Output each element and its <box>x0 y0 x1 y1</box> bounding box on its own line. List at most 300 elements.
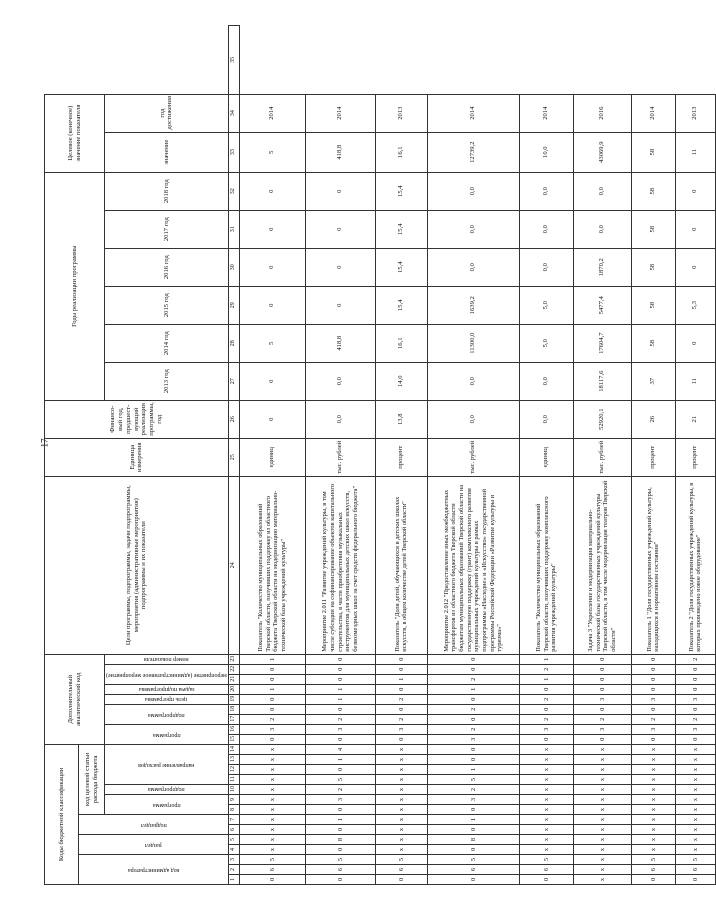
code-cell: x <box>239 815 305 825</box>
column-number: 9 <box>228 795 239 805</box>
column-number: 31 <box>228 210 239 248</box>
column-number: 12 <box>228 765 239 775</box>
code-cell: x <box>239 775 305 785</box>
code-cell: 1 <box>305 815 375 825</box>
year-value: 0 <box>239 172 305 210</box>
code-cell: x <box>375 775 427 785</box>
year-2017-header: 2017 год <box>105 210 229 248</box>
code-cell: x <box>519 825 573 835</box>
year-value: 0,0 <box>519 248 573 286</box>
code-cell: x <box>675 795 715 805</box>
table-row <box>305 26 375 885</box>
code-cell: x <box>573 845 631 855</box>
year-value: 58 <box>631 286 675 324</box>
row-base-value: 52920,1 <box>573 400 631 438</box>
code-cell: 1 <box>519 674 573 684</box>
code-cell: 2 <box>631 714 675 724</box>
year-value: 5,0 <box>519 286 573 324</box>
years-group-header: Годы реализации программы <box>45 172 105 400</box>
row-name: Показатель 1 "Доля государственных учреждений культуры, находящихся в нормативном состоянии" <box>631 476 675 654</box>
column-number: 2 <box>228 865 239 875</box>
code-cell: 0 <box>573 684 631 694</box>
year-value: 0,0 <box>305 362 375 400</box>
code-cell: x <box>675 835 715 845</box>
code-cell: x <box>239 835 305 845</box>
budget-codes-header: Коды бюджетной классификации <box>45 744 79 884</box>
code-cell: x <box>375 744 427 754</box>
code-cell: 6 <box>519 865 573 875</box>
column-number: 32 <box>228 172 239 210</box>
event-num-header: номер показателя <box>144 655 189 662</box>
code-cell: 2 <box>427 674 519 684</box>
code-cell: 6 <box>675 865 715 875</box>
code-cell: 0 <box>375 684 427 694</box>
row-unit: единиц <box>239 438 305 476</box>
code-cell: x <box>631 785 675 795</box>
code-cell: x <box>375 845 427 855</box>
year-value: 0 <box>675 172 715 210</box>
code-cell: x <box>675 755 715 765</box>
year-value: 0 <box>305 172 375 210</box>
column-number: 30 <box>228 248 239 286</box>
year-value: 0,0 <box>519 362 573 400</box>
code-cell: 3 <box>239 724 305 734</box>
row-name: Мероприятие 2.012 "Предоставление иных межбюджетных трансфертов из областного бюджета Тверской области бюджетам муниципальных образований Тверской области на государственную поддержку (грант) комплексного развития муниципальных учреждений культуры в рамках подпрограммы «Наследие» и «Искусство» государственной программы Российской Федерации «Развитие культуры и туризма»" <box>427 476 519 654</box>
target-value: 5 <box>239 132 305 172</box>
code-cell: 0 <box>675 875 715 885</box>
code-cell: x <box>573 815 631 825</box>
code-cell: x <box>675 815 715 825</box>
code-cell: x <box>573 765 631 775</box>
year-value: 0 <box>239 286 305 324</box>
code-cell: 0 <box>239 674 305 684</box>
code-cell: x <box>573 785 631 795</box>
code-cell: 0 <box>239 704 305 714</box>
analytic-code-header: Дополнительный аналитический код <box>45 654 105 744</box>
year-2014-header: 2014 год <box>105 324 229 362</box>
year-value: 5 <box>239 324 305 362</box>
code-cell: 0 <box>519 734 573 744</box>
code-cell: 6 <box>427 865 519 875</box>
code-cell: 5 <box>375 855 427 865</box>
code-cell: 0 <box>427 755 519 765</box>
code-cell: x <box>239 744 305 754</box>
code-cell: 1 <box>239 654 305 664</box>
year-2015-header: 2015 год <box>105 286 229 324</box>
code-cell: 5 <box>239 855 305 865</box>
year-value: 11300,0 <box>427 324 519 362</box>
code-cell: 3 <box>631 694 675 704</box>
row-base-value: 13,8 <box>375 400 427 438</box>
code-cell: 0 <box>375 654 427 664</box>
code-cell: 2 <box>519 694 573 704</box>
code-cell: 0 <box>427 825 519 835</box>
year-value: 418,8 <box>305 324 375 362</box>
code-cell: 2 <box>305 714 375 724</box>
code-cell: 4 <box>305 744 375 754</box>
row-unit: тыс. рублей <box>305 438 375 476</box>
code-cell: 5 <box>675 855 715 865</box>
code-cell: x <box>631 795 675 805</box>
column-number: 28 <box>228 324 239 362</box>
year-value: 58 <box>631 210 675 248</box>
prog-header: программа <box>152 731 181 738</box>
year-value: 0 <box>305 248 375 286</box>
code-cell: 0 <box>519 704 573 714</box>
program-header: программа <box>152 802 181 809</box>
code-cell: 6 <box>375 865 427 875</box>
name-header: Цели программы, подпрограммы, задачи подпрограммы, мероприятия (административные мероприятия) подпрограммы и их показатели <box>45 476 229 654</box>
code-cell: 0 <box>427 654 519 664</box>
code-cell: 2 <box>305 785 375 795</box>
code-cell: 2 <box>519 664 573 674</box>
table-row <box>239 26 305 885</box>
row-base-value: 0 <box>239 400 305 438</box>
code-cell: x <box>573 875 631 885</box>
row-unit: тыс. рублей <box>427 438 519 476</box>
target-value: 43069,9 <box>573 132 631 172</box>
column-number: 21 <box>228 674 239 684</box>
row-name: Показатель "Доля детей, обучающихся в детских школах искусств, в общем количестве детей Тверской области" <box>375 476 427 654</box>
code-cell: 6 <box>239 865 305 875</box>
code-cell: 1 <box>239 684 305 694</box>
year-value: 0 <box>239 362 305 400</box>
column-number: 15 <box>228 734 239 744</box>
year-value: 0 <box>675 210 715 248</box>
code-cell: 3 <box>305 795 375 805</box>
year-value: 1639,2 <box>427 286 519 324</box>
target-year: 2014 <box>519 94 573 132</box>
code-cell: x <box>239 765 305 775</box>
admin-header: код администратора <box>127 867 180 874</box>
code-cell: x <box>573 775 631 785</box>
code-cell: 1 <box>305 755 375 765</box>
subprogram-header: подпрограмма <box>148 786 185 792</box>
code-cell: 5 <box>631 855 675 865</box>
year-value: 5,0 <box>519 324 573 362</box>
code-cell: 0 <box>239 734 305 744</box>
code-cell: 0 <box>631 684 675 694</box>
unit-header: Единица измерения <box>45 438 229 476</box>
code-cell: 3 <box>675 694 715 704</box>
year-value: 0,0 <box>573 172 631 210</box>
code-cell: 1 <box>427 684 519 694</box>
code-cell: x <box>675 805 715 815</box>
column-number: 8 <box>228 805 239 815</box>
row-unit: единиц <box>519 438 573 476</box>
year-value: 0 <box>239 248 305 286</box>
code-cell: 0 <box>519 875 573 885</box>
code-cell: x <box>375 755 427 765</box>
row-unit: процент <box>375 438 427 476</box>
code-cell: x <box>573 835 631 845</box>
year-value: 17604,7 <box>573 324 631 362</box>
code-cell: x <box>519 765 573 775</box>
column-number: 22 <box>228 664 239 674</box>
row-unit: тыс. рублей <box>573 438 631 476</box>
code-cell: 8 <box>427 835 519 845</box>
target-year: 2013 <box>675 94 715 132</box>
code-cell: x <box>375 785 427 795</box>
column-number: 34 <box>228 94 239 132</box>
year-value: 0,0 <box>427 362 519 400</box>
year-value: 15,4 <box>375 286 427 324</box>
table-row <box>573 26 631 885</box>
row-base-value: 26 <box>631 400 675 438</box>
code-cell: 0 <box>427 714 519 724</box>
year-value: 14,0 <box>375 362 427 400</box>
code-cell: 0 <box>631 875 675 885</box>
year-2013-header: 2013 год <box>105 362 229 400</box>
year-value: 0,0 <box>519 210 573 248</box>
code-cell: x <box>631 815 675 825</box>
code-cell: 2 <box>375 694 427 704</box>
code-cell: 0 <box>239 664 305 674</box>
code-cell: 5 <box>427 775 519 785</box>
column-number: 16 <box>228 724 239 734</box>
code-cell: 1 <box>427 765 519 775</box>
code-cell: 5 <box>427 855 519 865</box>
row-base-value: 0,0 <box>427 400 519 438</box>
code-cell: 0 <box>675 674 715 684</box>
target-group-header: Целевое (конечное) значение показателя <box>45 94 105 172</box>
code-cell: 3 <box>573 694 631 704</box>
code-cell: 0 <box>239 875 305 885</box>
code-cell: x <box>239 785 305 795</box>
target-value: 12739,2 <box>427 132 519 172</box>
code-cell: 0 <box>305 674 375 684</box>
code-cell: 0 <box>631 654 675 664</box>
code-cell: 5 <box>305 855 375 865</box>
code-cell: x <box>573 795 631 805</box>
code-cell: 0 <box>305 845 375 855</box>
code-cell: 3 <box>375 724 427 734</box>
code-cell: x <box>239 845 305 855</box>
row-base-value: 0,0 <box>519 400 573 438</box>
code-cell: x <box>375 765 427 775</box>
code-cell: x <box>573 805 631 815</box>
target-year: 2014 <box>305 94 375 132</box>
code-cell: x <box>375 795 427 805</box>
code-cell: x <box>519 785 573 795</box>
code-cell: 0 <box>573 704 631 714</box>
year-value: 5477,4 <box>573 286 631 324</box>
code-cell: 3 <box>573 724 631 734</box>
column-number-row <box>228 26 239 885</box>
target-year: 2014 <box>631 94 675 132</box>
code-cell: x <box>675 775 715 785</box>
code-cell: 0 <box>239 694 305 704</box>
code-cell: 8 <box>305 835 375 845</box>
column-number: 7 <box>228 815 239 825</box>
target-value: 58 <box>631 132 675 172</box>
table-row <box>675 26 715 885</box>
code-cell: 0 <box>305 875 375 885</box>
code-cell: x <box>573 825 631 835</box>
code-cell: 2 <box>427 724 519 734</box>
code-cell: 0 <box>305 654 375 664</box>
code-cell: 0 <box>427 805 519 815</box>
target-value: 16,1 <box>375 132 427 172</box>
page-number: 17 <box>39 438 50 448</box>
year-2016-header: 2016 год <box>105 248 229 286</box>
column-number: 3 <box>228 855 239 865</box>
column-number: 29 <box>228 286 239 324</box>
row-name: Показатель 2 "Доля государственных учреждений культуры, в которых произведено новое оборудование" <box>675 476 715 654</box>
code-cell: 3 <box>519 724 573 734</box>
code-cell: x <box>375 815 427 825</box>
year-value: 15,4 <box>375 172 427 210</box>
year-value: 58 <box>631 248 675 286</box>
column-number: 25 <box>228 438 239 476</box>
year-value: 0 <box>675 248 715 286</box>
code-cell: x <box>631 835 675 845</box>
table-row <box>375 26 427 885</box>
subprog-header: подпрограмма <box>148 711 185 718</box>
code-cell: 3 <box>427 795 519 805</box>
code-cell: x <box>631 775 675 785</box>
row-unit: процент <box>631 438 675 476</box>
code-cell: x <box>631 805 675 815</box>
code-cell: x <box>239 795 305 805</box>
code-cell: x <box>375 805 427 815</box>
code-cell: x <box>631 755 675 765</box>
code-cell: 2 <box>427 704 519 714</box>
code-cell: 1 <box>519 654 573 664</box>
code-cell: 0 <box>375 664 427 674</box>
year-value: 37 <box>631 362 675 400</box>
code-cell: 3 <box>305 724 375 734</box>
direction-header: направление расходов <box>138 762 195 768</box>
target-value: 10,0 <box>519 132 573 172</box>
target-year: 2014 <box>239 94 305 132</box>
code-cell: 0 <box>631 664 675 674</box>
code-cell: x <box>519 815 573 825</box>
year-value: 0,0 <box>427 210 519 248</box>
column-number: 23 <box>228 654 239 664</box>
row-name: Показатель "Количество муниципальных образований Тверской области, получивших поддержку из областного бюджета Тверской области на модернизацию материально-технической базы учреждений культуры" <box>239 476 305 654</box>
code-cell: x <box>519 795 573 805</box>
code-cell: 2 <box>675 654 715 664</box>
event-header: мероприятие (административное мероприятие) <box>106 671 227 678</box>
row-base-value: 0,0 <box>305 400 375 438</box>
code-cell: 0 <box>573 734 631 744</box>
code-cell: 0 <box>427 744 519 754</box>
code-cell: 0 <box>305 825 375 835</box>
code-cell: 0 <box>305 734 375 744</box>
code-cell: x <box>675 785 715 795</box>
code-cell: 3 <box>427 734 519 744</box>
rotated-table-wrapper <box>44 25 703 885</box>
code-cell: x <box>675 744 715 754</box>
row-unit: процент <box>675 438 715 476</box>
code-cell: 2 <box>427 785 519 795</box>
year-value: 18117,6 <box>573 362 631 400</box>
code-cell: 2 <box>239 714 305 724</box>
table-row <box>631 26 675 885</box>
code-cell: 0 <box>427 694 519 704</box>
code-cell: x <box>631 845 675 855</box>
code-cell: x <box>573 865 631 875</box>
row-name: Мероприятие 2.011 "Развитие учреждений культуры, в том числе субсидии на софинансирование объектов капитального строительства, в части приобретения музыкальных инструментов для муниципальных детских школ искусств, безвозмездных школ за счет средств федерального бюджета" <box>305 476 375 654</box>
year-value: 11 <box>675 362 715 400</box>
code-cell: 0 <box>573 674 631 684</box>
code-cell: x <box>675 825 715 835</box>
code-cell: 1 <box>427 815 519 825</box>
code-cell: x <box>675 845 715 855</box>
code-cell: 2 <box>375 714 427 724</box>
code-cell: 0 <box>573 654 631 664</box>
code-cell: 3 <box>675 724 715 734</box>
column-number: 26 <box>228 400 239 438</box>
column-number: 18 <box>228 704 239 714</box>
year-value: 58 <box>631 172 675 210</box>
code-cell: 0 <box>305 805 375 815</box>
code-cell: x <box>239 755 305 765</box>
code-cell: x <box>631 825 675 835</box>
column-number: 19 <box>228 694 239 704</box>
code-cell: 5 <box>519 855 573 865</box>
target-year: 2014 <box>427 94 519 132</box>
year-value: 0 <box>239 210 305 248</box>
code-cell: 0 <box>375 875 427 885</box>
code-cell: 0 <box>305 704 375 714</box>
column-number: 4 <box>228 845 239 855</box>
code-cell: 0 <box>305 664 375 674</box>
code-cell: 0 <box>675 704 715 714</box>
code-cell: 5 <box>305 775 375 785</box>
code-cell: x <box>675 765 715 775</box>
code-cell: x <box>519 744 573 754</box>
code-cell: x <box>631 765 675 775</box>
target-year-header: год достижения <box>105 94 229 132</box>
target-value: 11 <box>675 132 715 172</box>
row-name: Задача 3 "Укрепление и модернизация материально-технической базы государственных учреждений культуры Тверской области, в том числе модернизация театров Тверской области" <box>573 476 631 654</box>
code-cell: x <box>519 845 573 855</box>
column-number: 1 <box>228 875 239 885</box>
row-name: Показатель "Количество муниципальных образований Тверской области, получивших поддержку комплексного развития учреждений культуры" <box>519 476 573 654</box>
column-number: 6 <box>228 825 239 835</box>
code-cell: 3 <box>631 724 675 734</box>
code-cell: 2 <box>573 714 631 724</box>
code-cell: x <box>519 755 573 765</box>
target-year: 2016 <box>573 94 631 132</box>
table-row <box>427 26 519 885</box>
year-value: 58 <box>631 324 675 362</box>
column-number: 33 <box>228 132 239 172</box>
year-value: 0,0 <box>427 172 519 210</box>
code-cell: x <box>519 835 573 845</box>
code-cell: x <box>573 744 631 754</box>
code-cell: 0 <box>675 664 715 674</box>
code-cell: 2 <box>675 714 715 724</box>
column-number: 11 <box>228 775 239 785</box>
column-number: 27 <box>228 362 239 400</box>
code-cell: x <box>239 825 305 835</box>
column-number: 24 <box>228 476 239 654</box>
code-cell: x <box>375 825 427 835</box>
target-year: 2013 <box>375 94 427 132</box>
code-cell: 1 <box>305 684 375 694</box>
year-value: 0,0 <box>427 248 519 286</box>
column-number: 5 <box>228 835 239 845</box>
code-cell: x <box>239 805 305 815</box>
task-header: задача подпрограммы <box>138 685 195 692</box>
code-cell: 0 <box>375 734 427 744</box>
year-value: 15,4 <box>375 248 427 286</box>
code-cell: x <box>519 805 573 815</box>
program-table <box>44 25 716 885</box>
